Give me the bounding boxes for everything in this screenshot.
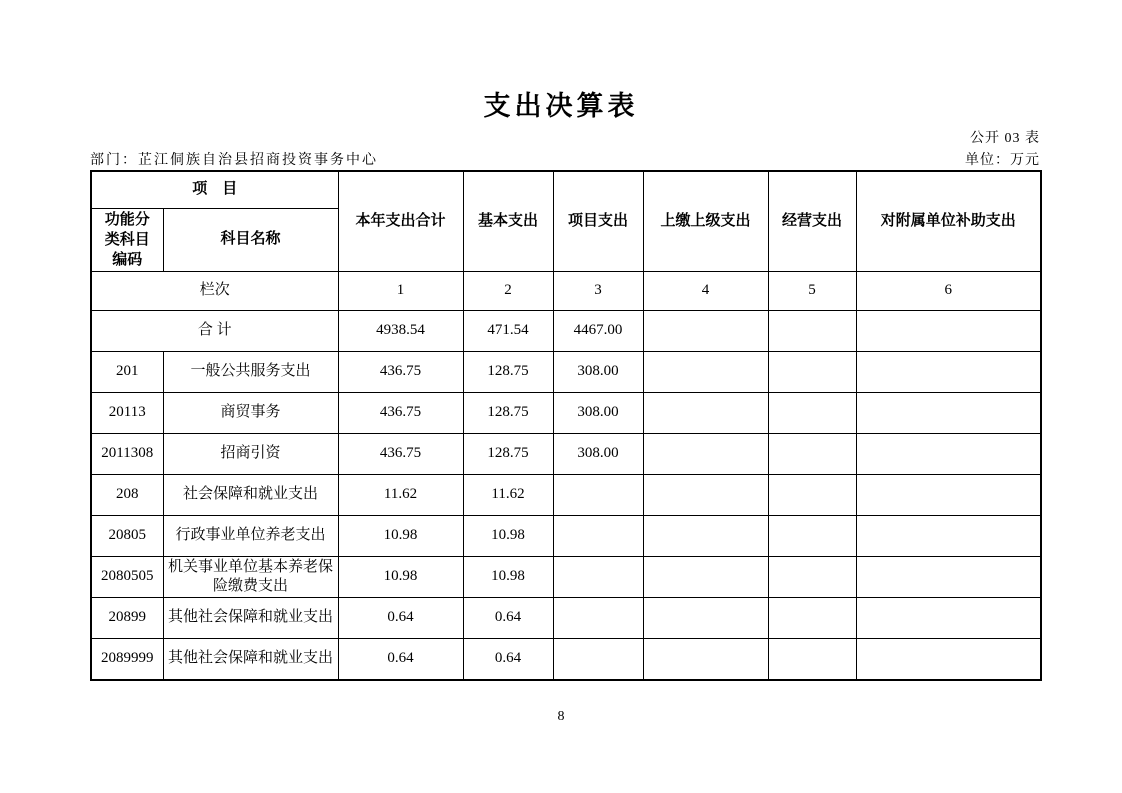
table-row — [91, 598, 1041, 639]
cell-code: 20113 — [91, 393, 163, 434]
cell-value — [856, 434, 1041, 475]
cell-value: 10.98 — [338, 557, 463, 598]
cell-value: 436.75 — [338, 434, 463, 475]
cell-value — [856, 598, 1041, 639]
table-row — [91, 516, 1041, 557]
expenditure-table — [90, 170, 1042, 681]
cell-value: 0.64 — [338, 639, 463, 681]
total-label: 合 计 — [91, 311, 338, 352]
total-value — [856, 311, 1041, 352]
cell-value — [643, 393, 768, 434]
cell-value — [643, 352, 768, 393]
total-value: 471.54 — [463, 311, 553, 352]
cell-code: 208 — [91, 475, 163, 516]
cell-value — [643, 434, 768, 475]
cell-name: 行政事业单位养老支出 — [163, 516, 338, 557]
cell-value: 128.75 — [463, 393, 553, 434]
cell-value: 308.00 — [553, 352, 643, 393]
cell-value — [768, 639, 856, 681]
cell-value: 436.75 — [338, 393, 463, 434]
table-row — [91, 393, 1041, 434]
cell-name: 机关事业单位基本养老保险缴费支出 — [163, 557, 338, 598]
page-title: 支出决算表 — [483, 91, 639, 121]
cell-value — [856, 557, 1041, 598]
cell-value — [643, 557, 768, 598]
cell-value — [553, 639, 643, 681]
header-col-subsidy: 对附属单位补助支出 — [856, 171, 1041, 272]
cell-value: 11.62 — [463, 475, 553, 516]
table-row — [91, 434, 1041, 475]
cell-value — [856, 352, 1041, 393]
header-code-label: 功能分类科目编码 — [104, 211, 150, 268]
cell-value — [768, 352, 856, 393]
department-label: 部门：芷江侗族自治县招商投资事务中心 — [90, 153, 378, 168]
cell-value: 10.98 — [463, 557, 553, 598]
cell-code: 20899 — [91, 598, 163, 639]
header-col-basic: 基本支出 — [463, 171, 553, 272]
cell-code: 201 — [91, 352, 163, 393]
cell-value — [643, 598, 768, 639]
total-value: 4467.00 — [553, 311, 643, 352]
cell-value: 0.64 — [338, 598, 463, 639]
table-row — [91, 475, 1041, 516]
column-index-row — [91, 272, 1041, 311]
cell-value: 308.00 — [553, 434, 643, 475]
cell-value — [768, 393, 856, 434]
cell-value — [553, 516, 643, 557]
header-col-total: 本年支出合计 — [338, 171, 463, 272]
cell-name: 其他社会保障和就业支出 — [163, 598, 338, 639]
cell-value — [768, 598, 856, 639]
column-index-value: 1 — [338, 272, 463, 311]
cell-value: 436.75 — [338, 352, 463, 393]
column-index-value: 3 — [553, 272, 643, 311]
cell-code: 2080505 — [91, 557, 163, 598]
cell-value: 0.64 — [463, 598, 553, 639]
total-value — [643, 311, 768, 352]
header-col-operating: 经营支出 — [768, 171, 856, 272]
cell-value — [553, 475, 643, 516]
column-index-label: 栏次 — [91, 272, 338, 311]
cell-value: 10.98 — [463, 516, 553, 557]
cell-code: 2089999 — [91, 639, 163, 681]
cell-value — [856, 639, 1041, 681]
cell-name: 其他社会保障和就业支出 — [163, 639, 338, 681]
total-value: 4938.54 — [338, 311, 463, 352]
cell-value: 0.64 — [463, 639, 553, 681]
cell-value — [643, 639, 768, 681]
cell-value — [768, 434, 856, 475]
cell-value — [643, 475, 768, 516]
cell-value — [856, 516, 1041, 557]
table-row — [91, 639, 1041, 681]
cell-name: 招商引资 — [163, 434, 338, 475]
column-index-value: 2 — [463, 272, 553, 311]
meta-row — [90, 149, 1040, 169]
cell-value — [768, 557, 856, 598]
column-index-value: 4 — [643, 272, 768, 311]
header-row-top — [91, 171, 1041, 209]
header-code — [91, 209, 163, 272]
header-col-upper: 上缴上级支出 — [643, 171, 768, 272]
cell-value: 308.00 — [553, 393, 643, 434]
cell-value — [856, 475, 1041, 516]
table-row — [91, 557, 1041, 598]
column-index-value: 6 — [856, 272, 1041, 311]
total-value — [768, 311, 856, 352]
header-col-project: 项目支出 — [553, 171, 643, 272]
cell-value — [768, 475, 856, 516]
header-item-group: 项 目 — [91, 171, 338, 209]
column-index-value: 5 — [768, 272, 856, 311]
cell-value: 128.75 — [463, 352, 553, 393]
cell-value — [768, 516, 856, 557]
table-row — [91, 352, 1041, 393]
cell-value: 11.62 — [338, 475, 463, 516]
cell-value — [643, 516, 768, 557]
cell-value — [553, 598, 643, 639]
cell-name: 社会保障和就业支出 — [163, 475, 338, 516]
page-number: 8 — [557, 709, 565, 724]
cell-value — [856, 393, 1041, 434]
cell-value — [553, 557, 643, 598]
unit-label: 单位：万元 — [965, 153, 1040, 168]
cell-name: 商贸事务 — [163, 393, 338, 434]
cell-value: 128.75 — [463, 434, 553, 475]
cell-code: 2011308 — [91, 434, 163, 475]
table-number: 公开 03 表 — [970, 131, 1040, 146]
cell-code: 20805 — [91, 516, 163, 557]
header-name: 科目名称 — [163, 209, 338, 272]
cell-name: 一般公共服务支出 — [163, 352, 338, 393]
cell-value: 10.98 — [338, 516, 463, 557]
total-row — [91, 311, 1041, 352]
